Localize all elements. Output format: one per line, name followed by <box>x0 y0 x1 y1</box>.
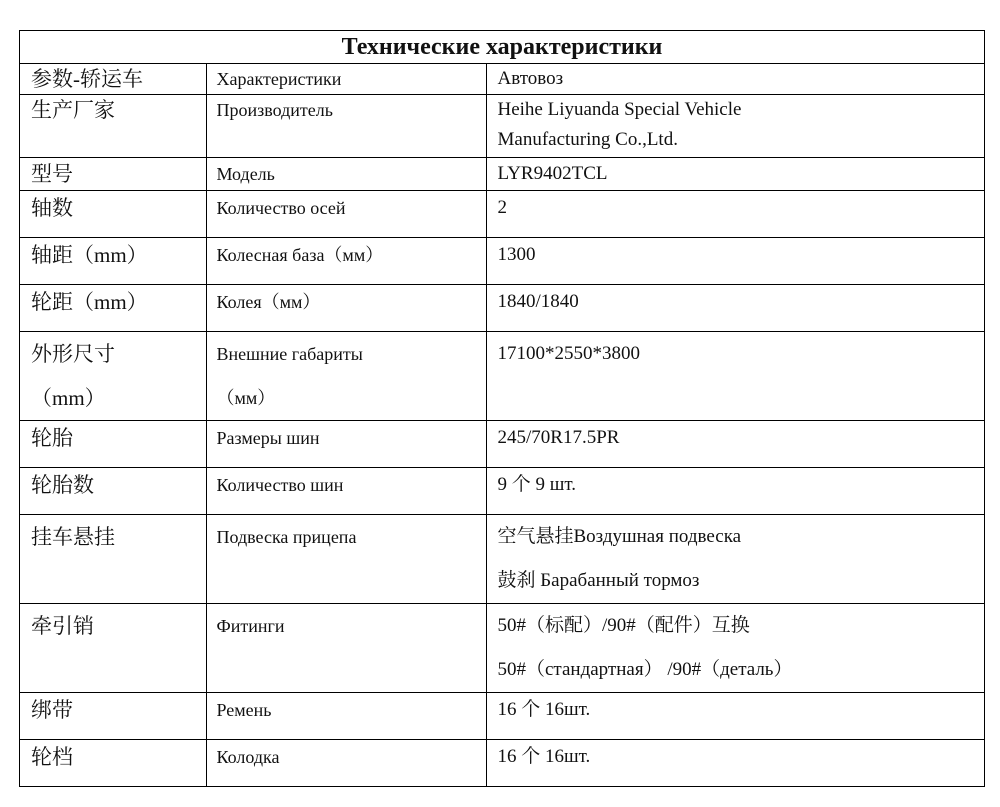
table-row <box>20 332 984 421</box>
param-ru: Подвеска прицепа <box>216 527 357 547</box>
param-ru-cell <box>206 740 486 787</box>
param-ru-cell <box>206 191 486 238</box>
param-ru-cell <box>206 421 486 468</box>
param-zh-cell <box>20 64 206 95</box>
param-zh-cell <box>20 158 206 191</box>
param-value-cell <box>486 740 984 787</box>
param-value-cell <box>486 693 984 740</box>
param-zh: （mm） <box>31 386 106 410</box>
param-value: 空气悬挂Воздушная подвеска <box>497 526 742 547</box>
param-zh: 轮档 <box>31 745 73 769</box>
param-ru-cell <box>206 604 486 693</box>
sheet-title: Технические характеристики <box>20 31 984 64</box>
param-zh-cell <box>20 285 206 332</box>
param-value: 50#（стандартная） /90#（деталь） <box>497 659 793 680</box>
param-value-cell <box>486 515 984 604</box>
table-row <box>20 158 984 191</box>
param-value: 2 <box>497 197 507 218</box>
param-value-cell <box>486 191 984 238</box>
param-zh: 轮胎 <box>31 426 73 450</box>
param-zh-cell <box>20 421 206 468</box>
param-zh: 牵引销 <box>31 614 94 638</box>
param-ru-cell <box>206 332 486 421</box>
param-value-cell <box>486 468 984 515</box>
table-row <box>20 95 984 158</box>
param-ru: Ремень <box>216 700 272 720</box>
param-zh-cell <box>20 238 206 285</box>
param-value-cell <box>486 421 984 468</box>
param-ru-cell <box>206 515 486 604</box>
param-value-cell <box>486 64 984 95</box>
table-row <box>20 64 984 95</box>
param-value: Manufacturing Co.,Ltd. <box>497 129 678 150</box>
param-zh: 轮距（mm） <box>31 290 148 314</box>
table-row <box>20 468 984 515</box>
param-zh: 型号 <box>31 162 73 186</box>
param-zh: 参数-轿运车 <box>31 67 143 91</box>
param-value-cell <box>486 95 984 158</box>
param-value: 16 个 16шт. <box>497 699 591 720</box>
param-zh: 挂车悬挂 <box>31 525 115 549</box>
param-value-cell <box>486 238 984 285</box>
param-zh-cell <box>20 468 206 515</box>
param-zh: 轮胎数 <box>31 473 94 497</box>
param-zh: 轴数 <box>31 196 73 220</box>
table-row <box>20 740 984 787</box>
table-row <box>20 191 984 238</box>
param-value-cell <box>486 332 984 421</box>
param-zh: 绑带 <box>31 698 73 722</box>
param-ru: Внешние габариты <box>216 344 363 364</box>
param-ru: Колодка <box>216 747 280 767</box>
param-ru-cell <box>206 95 486 158</box>
param-value-cell <box>486 158 984 191</box>
param-ru-cell <box>206 468 486 515</box>
param-ru: Колесная база（мм） <box>216 245 384 265</box>
param-ru: Производитель <box>216 100 333 120</box>
table-row <box>20 421 984 468</box>
param-value: 1840/1840 <box>497 291 579 312</box>
param-value: 9 个 9 шт. <box>497 474 577 495</box>
table-row <box>20 285 984 332</box>
param-value-cell <box>486 604 984 693</box>
param-value: 50#（标配）/90#（配件）互换 <box>497 615 750 636</box>
param-ru: Фитинги <box>216 616 285 636</box>
param-value: LYR9402TCL <box>497 163 608 184</box>
spec-sheet <box>19 30 985 787</box>
param-ru: （мм） <box>216 388 276 408</box>
param-ru-cell <box>206 158 486 191</box>
param-ru: Колея（мм） <box>216 292 321 312</box>
param-zh-cell <box>20 740 206 787</box>
param-ru: Количество осей <box>216 198 346 218</box>
table-row <box>20 238 984 285</box>
param-ru-cell <box>206 64 486 95</box>
param-ru: Характеристики <box>216 69 342 89</box>
param-value: 245/70R17.5PR <box>497 427 620 448</box>
param-zh: 外形尺寸 <box>31 342 115 366</box>
param-zh-cell <box>20 95 206 158</box>
param-value: Автовоз <box>497 68 564 89</box>
param-ru: Модель <box>216 164 275 184</box>
param-ru-cell <box>206 238 486 285</box>
param-value: 1300 <box>497 244 536 265</box>
param-value-cell <box>486 285 984 332</box>
param-ru: Размеры шин <box>216 428 320 448</box>
param-zh: 生产厂家 <box>31 98 115 122</box>
param-zh-cell <box>20 191 206 238</box>
param-zh-cell <box>20 332 206 421</box>
param-ru: Количество шин <box>216 475 344 495</box>
spec-table <box>20 64 984 787</box>
param-zh: 轴距（mm） <box>31 243 148 267</box>
param-value: 17100*2550*3800 <box>497 343 640 364</box>
param-value: 鼓刹 Барабанный тормоз <box>497 570 700 591</box>
param-ru-cell <box>206 285 486 332</box>
table-row <box>20 693 984 740</box>
param-value: Heihe Liyuanda Special Vehicle <box>497 99 742 120</box>
table-row <box>20 515 984 604</box>
param-ru-cell <box>206 693 486 740</box>
param-zh-cell <box>20 693 206 740</box>
param-zh-cell <box>20 515 206 604</box>
param-value: 16 个 16шт. <box>497 746 591 767</box>
table-row <box>20 604 984 693</box>
param-zh-cell <box>20 604 206 693</box>
